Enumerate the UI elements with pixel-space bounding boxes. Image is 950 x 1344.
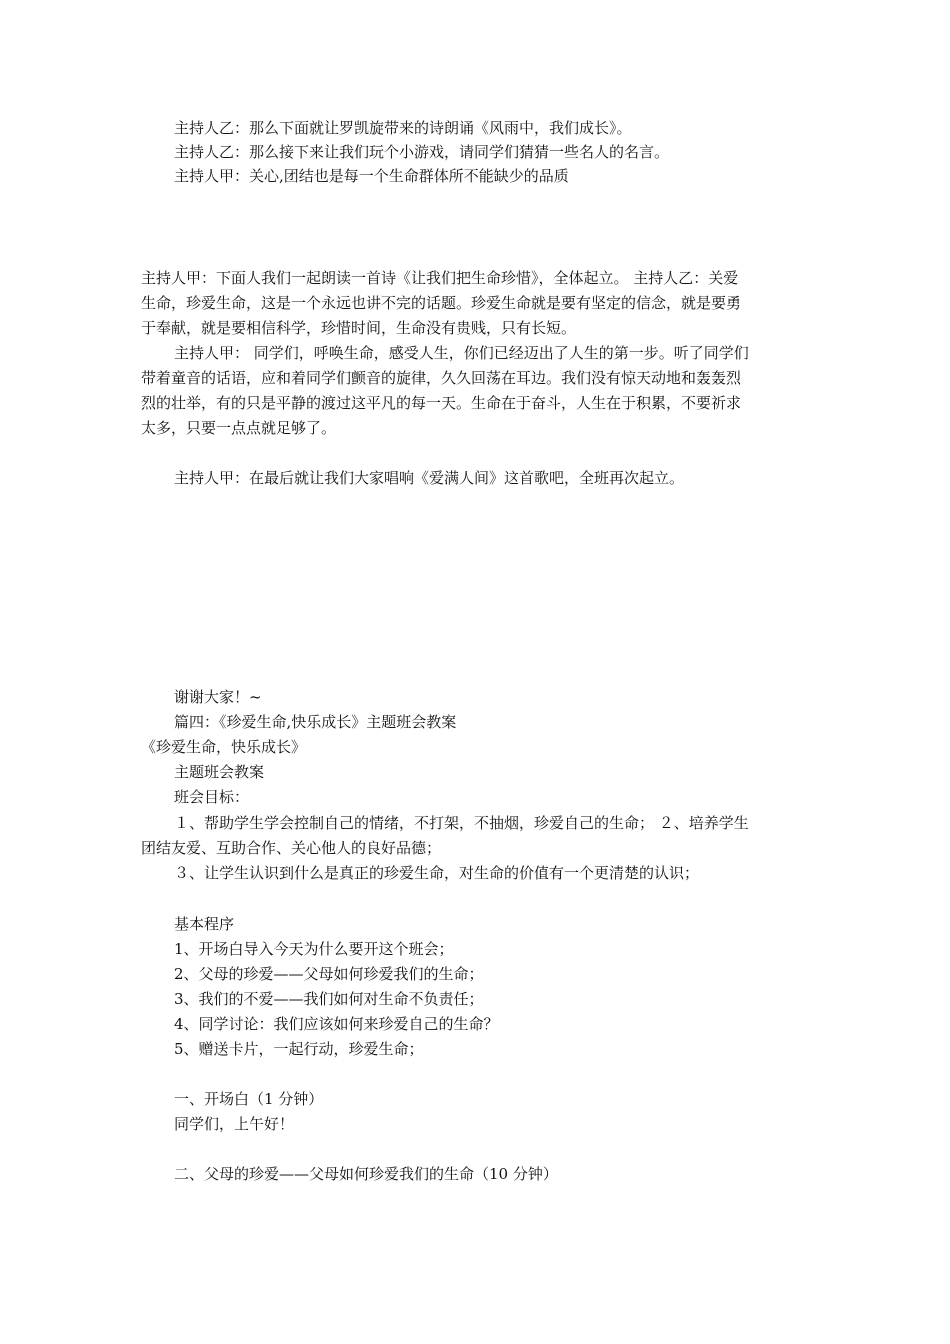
- text-line: 主持人甲：关心,团结也是每一个生命群体所不能缺少的品质: [174, 167, 569, 185]
- text-line: 主持人甲：在最后就让我们大家唱响《爱满人间》这首歌吧，全班再次起立。: [174, 469, 685, 487]
- list-item: 4、同学讨论：我们应该如何来珍爱自己的生命？: [174, 1015, 499, 1033]
- text-line: ３、让学生认识到什么是真正的珍爱生命，对生命的价值有一个更清楚的认识；: [174, 864, 700, 882]
- text-line: 生命，珍爱生命，这是一个永远也讲不完的话题。珍爱生命就是要有坚定的信念，就是要勇: [141, 294, 742, 312]
- text-line: 主持人乙：那么接下来让我们玩个小游戏，请同学们猜猜一些名人的名言。: [174, 143, 670, 161]
- text-line: 《珍爱生命，快乐成长》: [141, 738, 307, 756]
- text-line: 基本程序: [174, 915, 235, 933]
- text-line: 团结友爱、互助合作、关心他人的良好品德；: [141, 839, 442, 857]
- text-line: 于奉献，就是要相信科学，珍惜时间，生命没有贵贱，只有长短。: [141, 319, 577, 337]
- text-line: 烈的壮举，有的只是平静的渡过这平凡的每一天。生命在于奋斗，人生在于积累，不要祈求: [141, 394, 742, 412]
- list-item: 2、父母的珍爱——父母如何珍爱我们的生命；: [174, 965, 484, 983]
- text-line: 主持人乙：那么下面就让罗凯旋带来的诗朗诵《风雨中，我们成长》。: [174, 119, 632, 137]
- text-line: 太多，只要一点点就足够了。: [141, 419, 337, 437]
- text-line: 同学们，上午好！: [174, 1115, 295, 1133]
- text-line: 谢谢大家！~: [174, 688, 262, 706]
- text-line: 主题班会教案: [174, 763, 265, 781]
- text-line: １、帮助学生学会控制自己的情绪，不打架，不抽烟，珍爱自己的生命； ２、培养学生: [174, 814, 749, 832]
- text-line: 带着童音的话语，应和着同学们颤音的旋律，久久回荡在耳边。我们没有惊天动地和轰轰烈: [141, 369, 742, 387]
- list-item: 3、我们的不爱——我们如何对生命不负责任；: [174, 990, 484, 1008]
- text-line: 班会目标：: [174, 788, 250, 806]
- text-line: 二、父母的珍爱——父母如何珍爱我们的生命（10 分钟）: [174, 1165, 558, 1183]
- text-line: 一、开场白（1 分钟）: [174, 1090, 324, 1108]
- list-item: 1、开场白导入今天为什么要开这个班会；: [174, 940, 454, 958]
- text-line: 主持人甲： 同学们，呼唤生命，感受人生，你们已经迈出了人生的第一步。听了同学们: [174, 344, 749, 362]
- section-heading: 篇四：《珍爱生命,快乐成长》主题班会教案: [174, 713, 457, 731]
- text-line: 主持人甲：下面人我们一起朗读一首诗《让我们把生命珍惜》，全体起立。 主持人乙：关爱: [141, 269, 739, 287]
- list-item: 5、赠送卡片，一起行动，珍爱生命；: [174, 1040, 424, 1058]
